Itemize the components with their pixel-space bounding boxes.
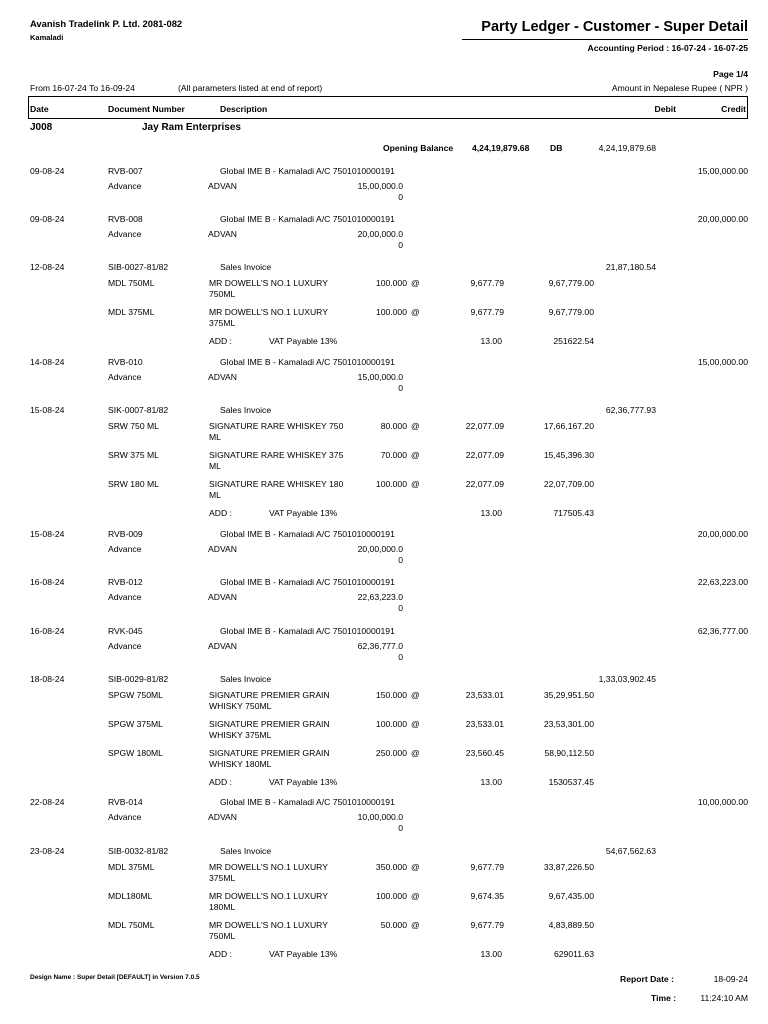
item-at-sign: @ — [411, 421, 420, 431]
item-amount: 33,87,226.50 — [543, 862, 594, 872]
entry-sub-code: ADVAN — [208, 229, 237, 239]
entry-sub-code: ADVAN — [208, 592, 237, 602]
item-code: MDL180ML — [108, 891, 153, 901]
item-description-line2: 750ML — [209, 931, 236, 941]
entry-description: Sales Invoice — [220, 405, 272, 415]
entry-date: 15-08-24 — [30, 405, 65, 415]
header-left-border — [28, 96, 29, 118]
entry-sub-label: Advance — [108, 181, 142, 191]
company-name: Avanish Tradelink P. Ltd. 2081-082 — [30, 18, 183, 29]
entry-credit: 62,36,777.00 — [697, 626, 748, 636]
entry-description: Global IME B - Kamaladi A/C 7501010000191 — [220, 357, 395, 367]
date-range: From 16-07-24 To 16-09-24 — [30, 83, 135, 93]
entry-sub-code: ADVAN — [208, 181, 237, 191]
item-description-line1: MR DOWELL'S NO.1 LUXURY — [209, 278, 328, 288]
report-title: Party Ledger - Customer - Super Detail — [481, 19, 748, 35]
item-amount: 9,67,779.00 — [548, 307, 594, 317]
item-code: MDL 375ML — [108, 862, 155, 872]
vat-label: VAT Payable 13% — [269, 949, 338, 959]
entry-date: 09-08-24 — [30, 214, 65, 224]
item-rate: 23,533.01 — [465, 690, 504, 700]
item-amount: 4,83,889.50 — [548, 920, 594, 930]
vat-amount: 251622.54 — [553, 336, 594, 346]
col-debit: Debit — [654, 104, 676, 114]
item-at-sign: @ — [411, 450, 420, 460]
entry-sub-label: Advance — [108, 544, 142, 554]
vat-amount: 629011.63 — [554, 949, 594, 959]
item-amount: 58,90,112.50 — [544, 748, 594, 758]
item-code: SPGW 180ML — [108, 748, 163, 758]
entry-sub-amount: 22,63,223.0 — [357, 592, 403, 602]
vat-amount: 717505.43 — [553, 508, 594, 518]
item-rate: 22,077.09 — [465, 421, 504, 431]
item-description-line1: MR DOWELL'S NO.1 LUXURY — [209, 891, 328, 901]
entry-sub-label: Advance — [108, 641, 142, 651]
item-rate: 23,533.01 — [465, 719, 504, 729]
item-quantity: 50.000 — [380, 920, 407, 930]
vat-percent: 13.00 — [480, 336, 502, 346]
item-description-line2: WHISKY 375ML — [209, 730, 272, 740]
item-description-line1: MR DOWELL'S NO.1 LUXURY — [209, 307, 328, 317]
entry-sub-code: ADVAN — [208, 812, 237, 822]
item-description-line1: SIGNATURE RARE WHISKEY 180 — [209, 479, 344, 489]
item-amount: 22,07,709.00 — [543, 479, 594, 489]
item-description-line2: 375ML — [209, 318, 236, 328]
entry-sub-code: ADVAN — [208, 641, 237, 651]
report-date-label: Report Date : — [620, 974, 674, 984]
item-code: MDL 750ML — [108, 920, 155, 930]
item-quantity: 100.000 — [375, 278, 407, 288]
entry-document-number: RVB-012 — [108, 577, 143, 587]
item-amount: 35,29,951.50 — [543, 690, 594, 700]
item-description-line2: 180ML — [209, 902, 236, 912]
vat-percent: 13.00 — [480, 508, 502, 518]
entry-date: 09-08-24 — [30, 166, 65, 176]
item-description-line2: 750ML — [209, 289, 236, 299]
item-quantity: 100.000 — [375, 891, 407, 901]
item-description-line1: SIGNATURE RARE WHISKEY 750 — [209, 421, 344, 431]
item-code: SRW 180 ML — [108, 479, 159, 489]
item-quantity: 350.000 — [375, 862, 407, 872]
header-rule-bottom — [28, 118, 748, 119]
item-amount: 9,67,779.00 — [548, 278, 594, 288]
col-description: Description — [220, 104, 268, 114]
entry-sub-label: Advance — [108, 812, 142, 822]
item-quantity: 80.000 — [380, 421, 407, 431]
item-code: MDL 750ML — [108, 278, 155, 288]
accounting-period: Accounting Period : 16-07-24 - 16-07-25 — [587, 43, 748, 53]
item-code: SPGW 750ML — [108, 690, 163, 700]
design-name: Design Name : Super Detail [DEFAULT] in Version 7.0.5 — [30, 974, 200, 981]
entry-debit: 62,36,777.93 — [605, 405, 656, 415]
item-rate: 23,560.45 — [465, 748, 504, 758]
entry-description: Sales Invoice — [220, 846, 272, 856]
item-rate: 9,677.79 — [470, 920, 504, 930]
entry-credit: 20,00,000.00 — [697, 529, 748, 539]
entry-document-number: RVB-008 — [108, 214, 143, 224]
opening-balance-debit: 4,24,19,879.68 — [598, 143, 656, 153]
entry-document-number: SIB-0032-81/82 — [108, 846, 169, 856]
item-quantity: 100.000 — [375, 719, 407, 729]
entry-sub-amount-cont: 0 — [398, 383, 403, 393]
entry-document-number: SIB-0027-81/82 — [108, 262, 169, 272]
entry-sub-amount-cont: 0 — [398, 603, 403, 613]
entry-sub-amount: 15,00,000.0 — [357, 372, 403, 382]
entry-description: Global IME B - Kamaladi A/C 7501010000191 — [220, 626, 395, 636]
item-at-sign: @ — [411, 719, 420, 729]
item-quantity: 250.000 — [375, 748, 407, 758]
report-time: 11:24:10 AM — [700, 993, 748, 1003]
entry-document-number: RVK-045 — [108, 626, 143, 636]
entry-sub-amount-cont: 0 — [398, 652, 403, 662]
item-description-line2: ML — [209, 432, 221, 442]
entry-sub-code: ADVAN — [208, 372, 237, 382]
entry-date: 16-08-24 — [30, 626, 65, 636]
item-code: SRW 375 ML — [108, 450, 159, 460]
item-rate: 9,677.79 — [470, 278, 504, 288]
party-code: J008 — [30, 122, 53, 133]
item-quantity: 70.000 — [380, 450, 407, 460]
item-at-sign: @ — [411, 891, 420, 901]
entry-sub-code: ADVAN — [208, 544, 237, 554]
item-quantity: 100.000 — [375, 479, 407, 489]
vat-amount: 1530537.45 — [548, 777, 594, 787]
entry-date: 14-08-24 — [30, 357, 65, 367]
opening-balance-label: Opening Balance — [383, 143, 454, 153]
vat-label: VAT Payable 13% — [269, 336, 338, 346]
item-code: MDL 375ML — [108, 307, 155, 317]
entry-date: 22-08-24 — [30, 797, 65, 807]
vat-add-label: ADD : — [209, 949, 232, 959]
opening-balance-drcr: DB — [550, 143, 563, 153]
header-right-border — [747, 96, 748, 118]
entry-debit: 21,87,180.54 — [605, 262, 656, 272]
item-description-line1: SIGNATURE PREMIER GRAIN — [209, 690, 330, 700]
item-at-sign: @ — [411, 920, 420, 930]
entry-date: 15-08-24 — [30, 529, 65, 539]
opening-balance-amount: 4,24,19,879.68 — [472, 143, 530, 153]
vat-percent: 13.00 — [480, 777, 502, 787]
item-description-line1: SIGNATURE PREMIER GRAIN — [209, 748, 330, 758]
col-date: Date — [30, 104, 49, 114]
entry-debit: 1,33,03,902.45 — [598, 674, 656, 684]
entry-description: Global IME B - Kamaladi A/C 7501010000191 — [220, 166, 395, 176]
entry-date: 18-08-24 — [30, 674, 65, 684]
item-rate: 22,077.09 — [465, 479, 504, 489]
entry-sub-amount: 20,00,000.0 — [357, 544, 403, 554]
entry-sub-amount: 15,00,000.0 — [357, 181, 403, 191]
vat-add-label: ADD : — [209, 777, 232, 787]
item-code: SRW 750 ML — [108, 421, 159, 431]
entry-date: 12-08-24 — [30, 262, 65, 272]
item-description-line1: SIGNATURE RARE WHISKEY 375 — [209, 450, 344, 460]
item-description-line1: MR DOWELL'S NO.1 LUXURY — [209, 862, 328, 872]
item-amount: 23,53,301.00 — [543, 719, 594, 729]
entry-description: Global IME B - Kamaladi A/C 7501010000191 — [220, 214, 395, 224]
entry-credit: 15,00,000.00 — [697, 166, 748, 176]
params-note: (All parameters listed at end of report) — [178, 83, 323, 93]
entry-date: 23-08-24 — [30, 846, 65, 856]
entry-sub-label: Advance — [108, 372, 142, 382]
entry-debit: 54,67,562.63 — [605, 846, 656, 856]
entry-description: Global IME B - Kamaladi A/C 7501010000191 — [220, 797, 395, 807]
entry-sub-label: Advance — [108, 592, 142, 602]
party-name: Jay Ram Enterprises — [142, 122, 241, 133]
col-credit: Credit — [721, 104, 746, 114]
item-at-sign: @ — [411, 748, 420, 758]
item-at-sign: @ — [411, 862, 420, 872]
item-rate: 9,674.35 — [470, 891, 504, 901]
vat-label: VAT Payable 13% — [269, 777, 338, 787]
title-underline — [462, 39, 748, 40]
item-code: SPGW 375ML — [108, 719, 163, 729]
item-description-line1: SIGNATURE PREMIER GRAIN — [209, 719, 330, 729]
item-description-line2: ML — [209, 490, 221, 500]
item-amount: 17,66,167.20 — [543, 421, 594, 431]
item-rate: 9,677.79 — [470, 862, 504, 872]
item-at-sign: @ — [411, 690, 420, 700]
entry-sub-label: Advance — [108, 229, 142, 239]
entry-document-number: RVB-009 — [108, 529, 143, 539]
item-quantity: 100.000 — [375, 307, 407, 317]
entry-sub-amount: 20,00,000.0 — [357, 229, 403, 239]
entry-date: 16-08-24 — [30, 577, 65, 587]
entry-credit: 20,00,000.00 — [697, 214, 748, 224]
entry-sub-amount-cont: 0 — [398, 555, 403, 565]
vat-add-label: ADD : — [209, 336, 232, 346]
entry-sub-amount: 10,00,000.0 — [357, 812, 403, 822]
item-rate: 9,677.79 — [470, 307, 504, 317]
item-description-line2: 375ML — [209, 873, 236, 883]
entry-document-number: SIK-0007-81/82 — [108, 405, 169, 415]
item-amount: 15,45,396.30 — [543, 450, 594, 460]
entry-document-number: RVB-007 — [108, 166, 143, 176]
entry-description: Global IME B - Kamaladi A/C 7501010000191 — [220, 577, 395, 587]
item-description-line2: WHISKY 750ML — [209, 701, 272, 711]
report-date: 18-09-24 — [713, 974, 748, 984]
entry-description: Global IME B - Kamaladi A/C 7501010000191 — [220, 529, 395, 539]
entry-description: Sales Invoice — [220, 674, 272, 684]
entry-sub-amount-cont: 0 — [398, 240, 403, 250]
header-rule-top — [28, 96, 748, 97]
item-amount: 9,67,435.00 — [548, 891, 594, 901]
entry-document-number: RVB-014 — [108, 797, 143, 807]
vat-label: VAT Payable 13% — [269, 508, 338, 518]
entry-credit: 22,63,223.00 — [697, 577, 748, 587]
vat-percent: 13.00 — [480, 949, 502, 959]
entry-description: Sales Invoice — [220, 262, 272, 272]
item-quantity: 150.000 — [375, 690, 407, 700]
item-description-line2: ML — [209, 461, 221, 471]
entry-credit: 10,00,000.00 — [697, 797, 748, 807]
entry-sub-amount: 62,36,777.0 — [357, 641, 403, 651]
currency-note: Amount in Nepalese Rupee ( NPR ) — [611, 83, 748, 93]
entry-document-number: SIB-0029-81/82 — [108, 674, 169, 684]
time-label: Time : — [651, 993, 677, 1003]
item-description-line2: WHISKY 180ML — [209, 759, 272, 769]
company-branch: Kamaladi — [30, 33, 64, 42]
item-at-sign: @ — [411, 307, 420, 317]
entry-sub-amount-cont: 0 — [398, 192, 403, 202]
entry-document-number: RVB-010 — [108, 357, 143, 367]
vat-add-label: ADD : — [209, 508, 232, 518]
page-number: Page 1/4 — [713, 69, 748, 79]
entry-sub-amount-cont: 0 — [398, 823, 403, 833]
item-at-sign: @ — [411, 278, 420, 288]
col-document-number: Document Number — [108, 104, 185, 114]
item-description-line1: MR DOWELL'S NO.1 LUXURY — [209, 920, 328, 930]
entry-credit: 15,00,000.00 — [697, 357, 748, 367]
item-rate: 22,077.09 — [465, 450, 504, 460]
item-at-sign: @ — [411, 479, 420, 489]
